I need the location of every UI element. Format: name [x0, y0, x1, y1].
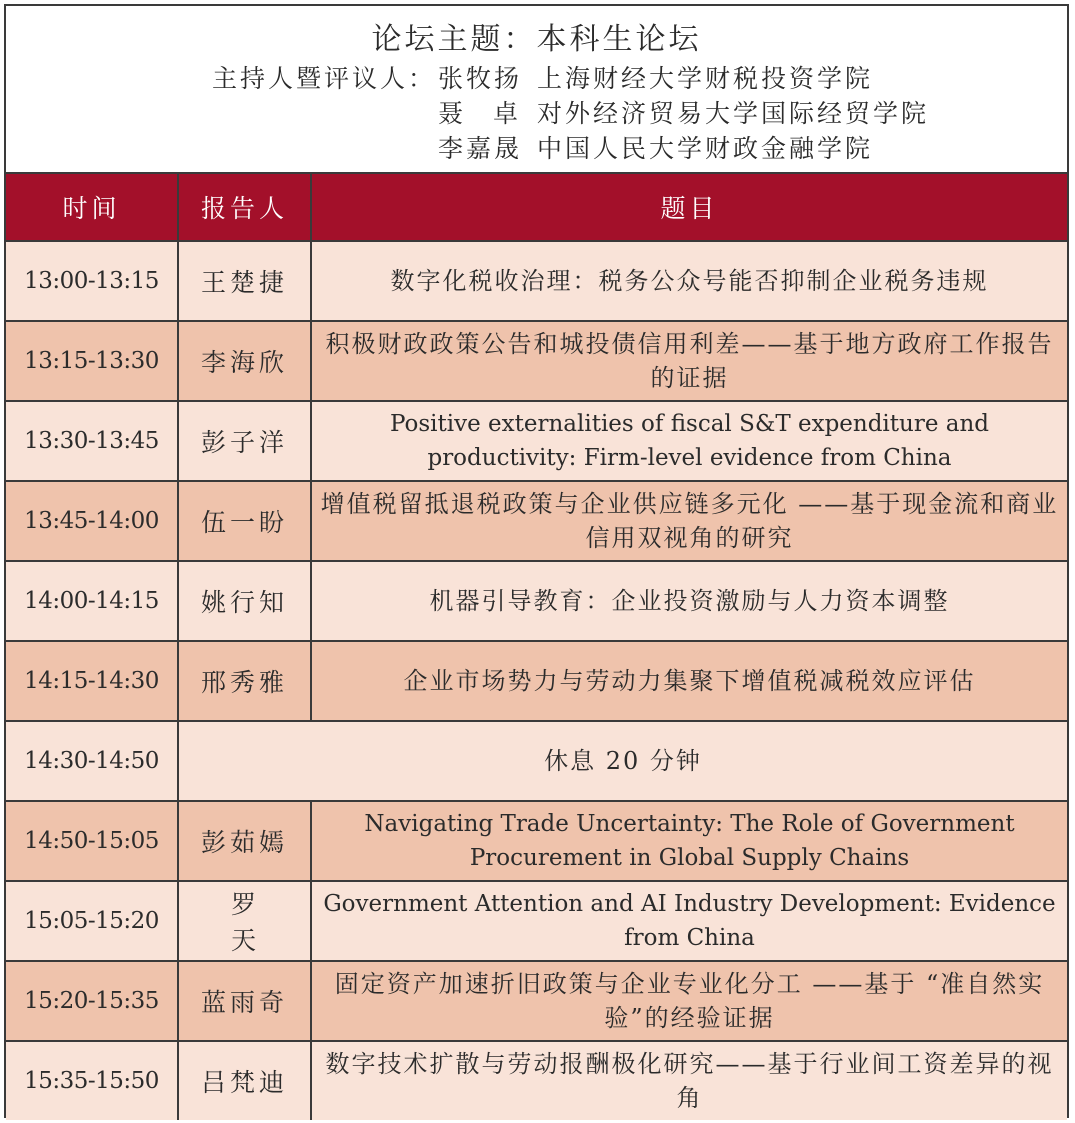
speaker-name: 彭茹嫣 [178, 801, 311, 881]
speaker-name: 蓝雨奇 [178, 961, 311, 1041]
speaker-name: 吕梵迪 [178, 1041, 311, 1120]
table-row [6, 801, 1067, 881]
column-header-time: 时间 [6, 174, 178, 241]
session-time: 13:00-13:15 [6, 241, 178, 321]
session-time: 14:30-14:50 [6, 721, 178, 801]
speaker-name: 彭子洋 [178, 401, 311, 481]
session-time: 14:15-14:30 [6, 641, 178, 721]
forum-title: 论坛主题：本科生论坛 [371, 22, 702, 57]
talk-topic: 机器引导教育：企业投资激励与人力资本调整 [311, 561, 1067, 641]
talk-topic: 固定资产加速折旧政策与企业专业化分工 ——基于 “准自然实验”的经验证据 [311, 961, 1067, 1041]
session-time: 13:15-13:30 [6, 321, 178, 401]
talk-topic: Navigating Trade Uncertainty: The Role of Government Procurement in Global Supply Chains [311, 801, 1067, 881]
talk-topic: 积极财政政策公告和城投债信用利差——基于地方政府工作报告的证据 [311, 321, 1067, 401]
table-row [6, 481, 1067, 561]
forum-header [6, 6, 1067, 174]
session-time: 15:05-15:20 [6, 881, 178, 961]
host-affiliation: 中国人民大学财政金融学院 [536, 134, 873, 163]
session-time: 15:35-15:50 [6, 1041, 178, 1120]
speaker-name: 王楚捷 [178, 241, 311, 321]
talk-topic: Positive externalities of fiscal S&T expenditure and productivity: Firm-level evidence from China [311, 401, 1067, 481]
speaker-name: 罗天 [178, 881, 311, 961]
session-time: 13:30-13:45 [6, 401, 178, 481]
host-entry [438, 62, 873, 96]
table-row [6, 401, 1067, 481]
session-time: 13:45-14:00 [6, 481, 178, 561]
talk-topic: 增值税留抵退税政策与企业供应链多元化 ——基于现金流和商业信用双视角的研究 [311, 481, 1067, 561]
session-time: 15:20-15:35 [6, 961, 178, 1041]
talk-topic: 数字技术扩散与劳动报酬极化研究——基于行业间工资差异的视角 [311, 1041, 1067, 1120]
session-time: 14:50-15:05 [6, 801, 178, 881]
column-header-speaker: 报告人 [178, 174, 311, 241]
host-entry [438, 132, 873, 166]
talk-topic: Government Attention and AI Industry Development: Evidence from China [311, 881, 1067, 961]
table-row [6, 961, 1067, 1041]
table-row [6, 881, 1067, 961]
schedule-table [6, 174, 1067, 1120]
host-name: 聂卓 [438, 99, 549, 128]
table-header-row [6, 174, 1067, 241]
speaker-name: 姚行知 [178, 561, 311, 641]
table-row [6, 561, 1067, 641]
host-name: 张牧扬 [438, 64, 523, 93]
talk-topic: 数字化税收治理：税务公众号能否抑制企业税务违规 [311, 241, 1067, 321]
table-row [6, 1041, 1067, 1120]
host-name: 李嘉晟 [438, 134, 523, 163]
talk-topic: 企业市场势力与劳动力集聚下增值税减税效应评估 [311, 641, 1067, 721]
speaker-name: 伍一盼 [178, 481, 311, 561]
host-label: 主持人暨评议人： [212, 64, 437, 93]
host-affiliation: 上海财经大学财税投资学院 [536, 64, 873, 93]
column-header-topic: 题目 [311, 174, 1067, 241]
table-row [6, 321, 1067, 401]
break-notice: 休息 20 分钟 [178, 721, 1067, 801]
table-row [6, 641, 1067, 721]
table-row-break [6, 721, 1067, 801]
table-row [6, 241, 1067, 321]
speaker-name: 李海欣 [178, 321, 311, 401]
host-entry [438, 97, 929, 131]
speaker-name: 邢秀雅 [178, 641, 311, 721]
host-affiliation: 对外经济贸易大学国际经贸学院 [536, 99, 929, 128]
schedule-sheet [4, 4, 1069, 1118]
session-time: 14:00-14:15 [6, 561, 178, 641]
